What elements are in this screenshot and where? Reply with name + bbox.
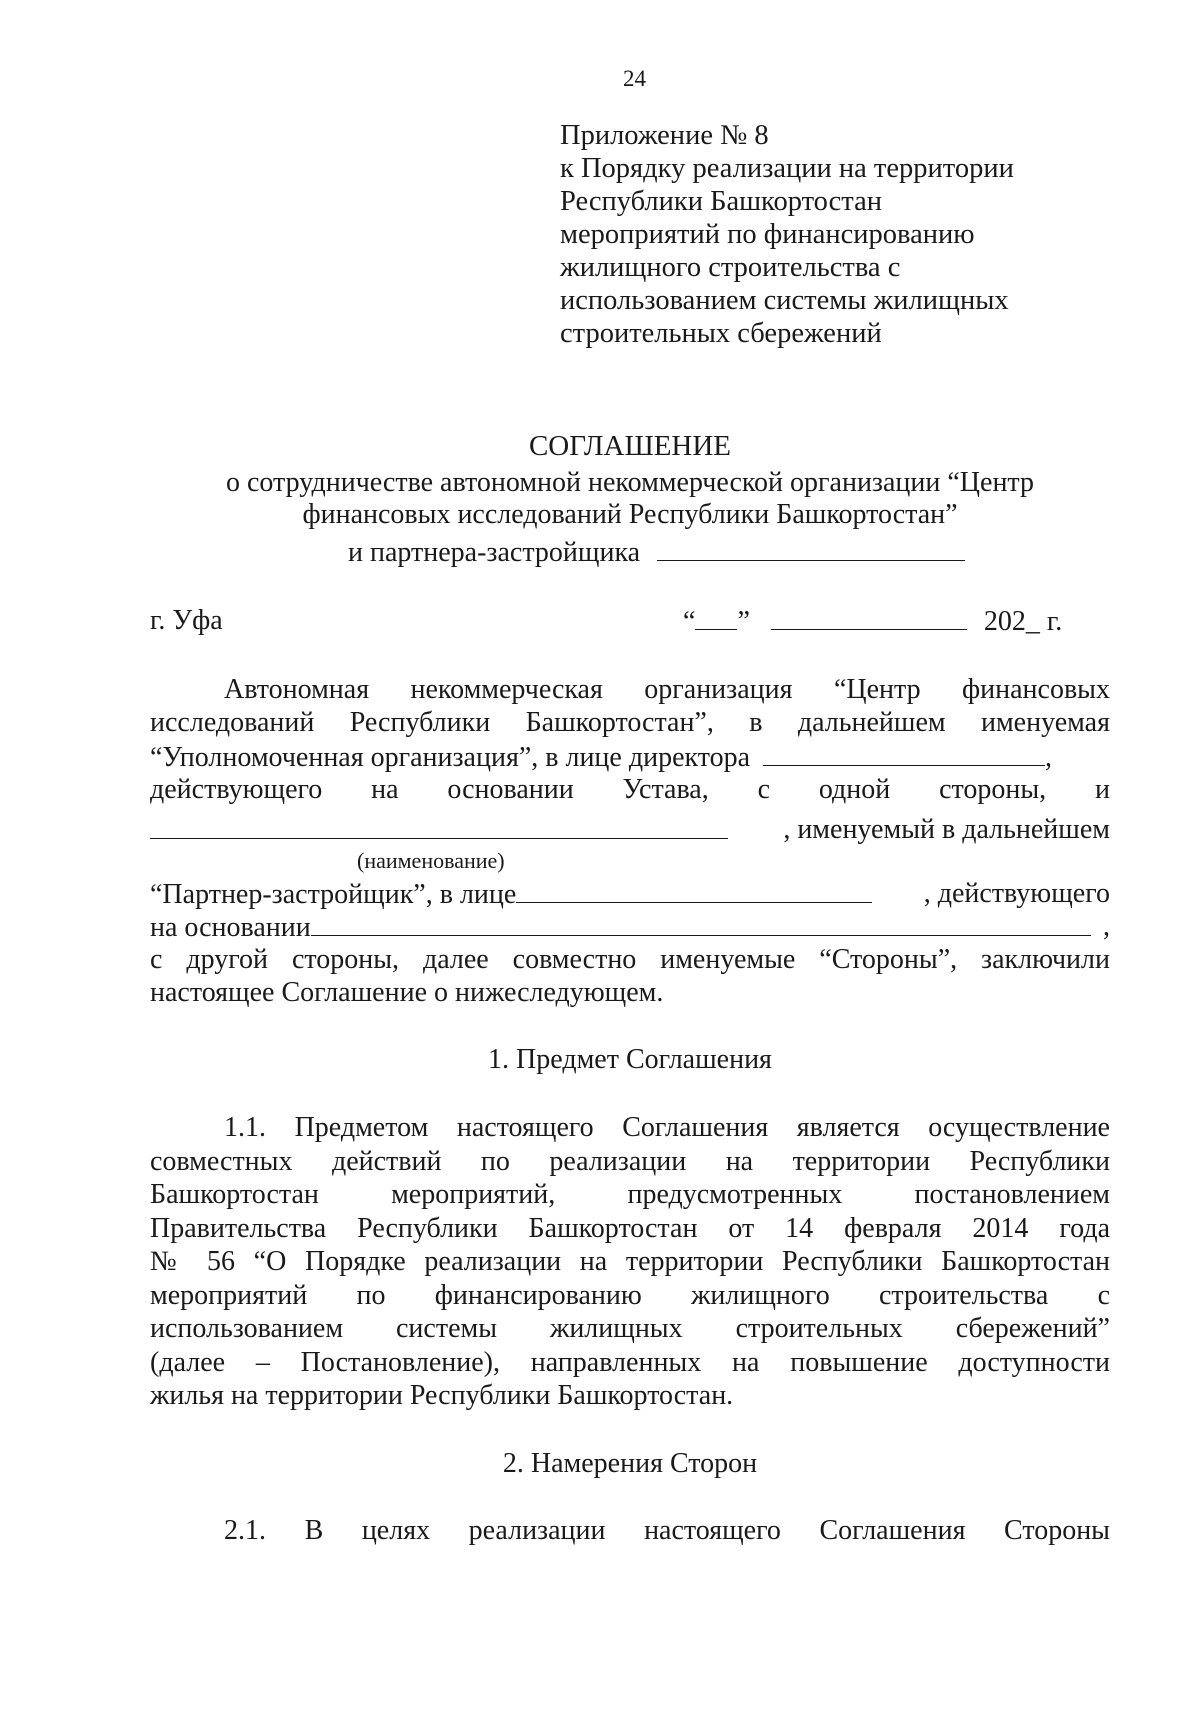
day-blank — [695, 605, 737, 630]
comma: , — [1103, 911, 1110, 942]
basis-blank — [311, 911, 1091, 936]
appendix-header — [560, 119, 1014, 350]
page-number: 24 — [623, 66, 646, 91]
subtitle-partner-line — [348, 536, 965, 569]
paragraph-line: совместных действий по реализации на территории Республики — [150, 1146, 1110, 1177]
preamble-text: , действующего — [923, 878, 1110, 909]
appendix-line: использованием системы жилищных — [560, 285, 1009, 316]
preamble-line — [150, 814, 1110, 847]
subtitle-line: и партнера-застройщика — [348, 537, 641, 568]
section-heading: 2. Намерения Сторон — [502, 1448, 758, 1479]
preamble-line — [150, 911, 1110, 944]
quote-mark: ” — [737, 606, 750, 637]
city: г. Уфа — [150, 605, 223, 636]
preamble-text: на основании — [150, 912, 311, 943]
comma: , — [1045, 742, 1053, 773]
appendix-line: к Порядку реализации на территории — [560, 153, 1014, 184]
representative-blank — [516, 878, 872, 903]
section-heading: 1. Предмет Соглашения — [488, 1044, 772, 1075]
paragraph-line: 1.1. Предметом настоящего Соглашения является осуществление — [224, 1112, 1110, 1143]
preamble-line: с другой стороны, далее совместно именуемые “Стороны”, заключили — [150, 944, 1110, 975]
paragraph-line: Правительства Республики Башкортостан от 14 февраля 2014 года — [150, 1213, 1110, 1244]
preamble-line — [150, 741, 1052, 774]
appendix-line: строительных сбережений — [560, 318, 882, 349]
partner-name-blank — [150, 814, 728, 839]
appendix-line: мероприятий по финансированию — [560, 219, 975, 250]
paragraph-line: № 56 “О Порядке реализации на территории Республики Башкортостан — [150, 1246, 1110, 1277]
paragraph-line: 2.1. В целях реализации настоящего Соглашения Стороны — [224, 1515, 1110, 1546]
preamble-line: настоящее Соглашение о нижеследующем. — [150, 977, 664, 1008]
preamble-text: “Уполномоченная организация”, в лице директора — [150, 742, 751, 773]
quote-mark: “ — [683, 606, 696, 637]
appendix-line: жилищного строительства с — [560, 252, 901, 283]
year-text: 202_ г. — [983, 606, 1063, 637]
paragraph-line: мероприятий по финансированию жилищного строительства с — [150, 1280, 1110, 1311]
paragraph-line: жилья на территории Республики Башкортостан. — [150, 1380, 734, 1411]
subtitle-line: о сотрудничестве автономной некоммерческой организации “Центр — [225, 467, 1035, 498]
preamble-line: Автономная некоммерческая организация “Центр финансовых — [224, 674, 1110, 705]
paragraph-line: (далее – Постановление), направленных на повышение доступности — [150, 1347, 1110, 1378]
month-blank — [771, 605, 967, 630]
director-name-blank — [763, 741, 1045, 766]
partner-name-blank — [657, 536, 965, 561]
document-title: СОГЛАШЕНИЕ — [528, 430, 732, 462]
field-hint: (наименование) — [357, 848, 505, 873]
preamble-line: действующего на основании Устава, с одной стороны, и — [150, 774, 1110, 805]
appendix-line: Республики Башкортостан — [560, 186, 882, 217]
preamble-text: “Партнер-застройщик”, в лице — [150, 879, 517, 910]
date-field — [683, 605, 1062, 638]
paragraph-line: Башкортостан мероприятий, предусмотренных постановлением — [150, 1179, 1110, 1210]
preamble-text: , именуемый в дальнейшем — [783, 814, 1110, 845]
appendix-line: Приложение № 8 — [560, 120, 769, 151]
preamble-line: исследований Республики Башкортостан”, в дальнейшем именуемая — [150, 707, 1110, 738]
subtitle-line: финансовых исследований Республики Башкортостан” — [302, 499, 958, 530]
paragraph-line: использованием системы жилищных строительных сбережений” — [150, 1313, 1110, 1344]
preamble-line — [150, 878, 1110, 911]
